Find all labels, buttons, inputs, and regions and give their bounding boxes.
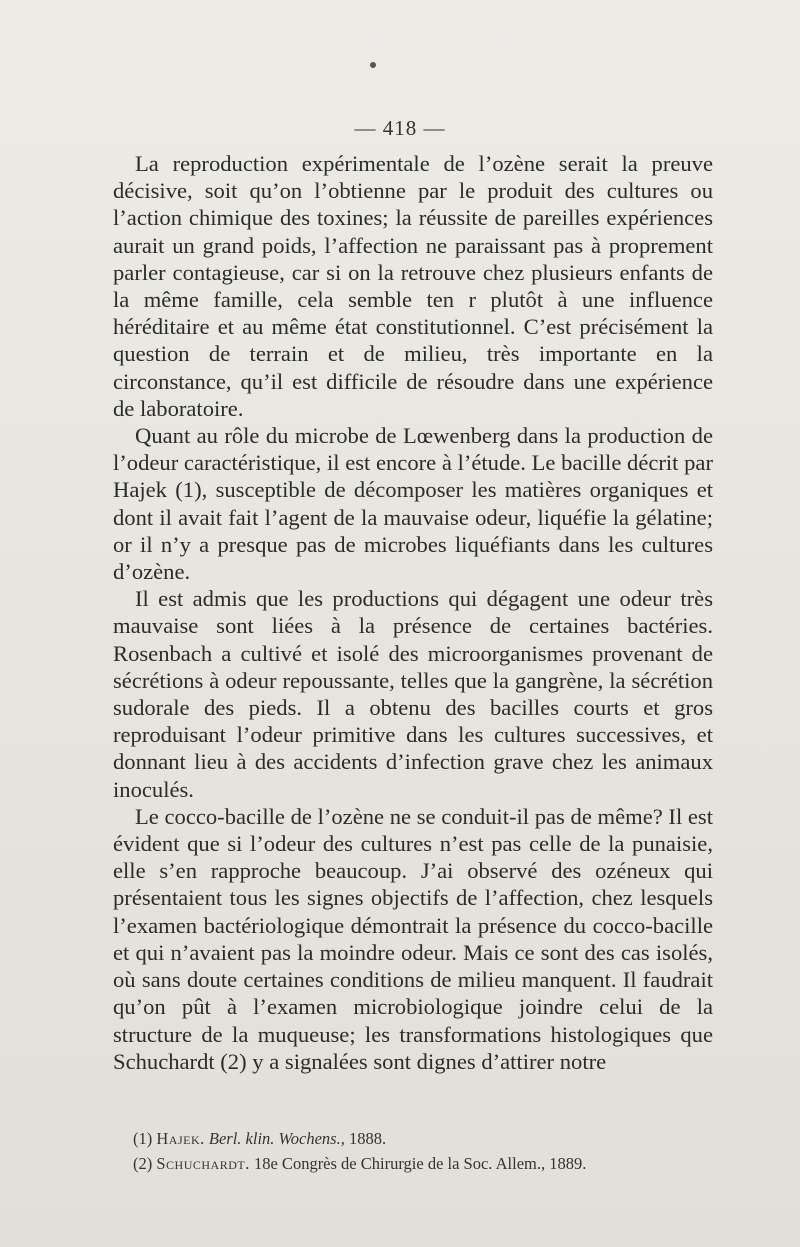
- footnote-rest: 1888.: [348, 1129, 387, 1148]
- footnote-1: [133, 1126, 713, 1151]
- footnote-rest: 18e Congrès de Chirurgie de la Soc. Allem., 1889.: [253, 1154, 587, 1173]
- footnote-marker: (1): [133, 1129, 153, 1148]
- footnote-source: Berl. klin. Wochens.,: [208, 1129, 345, 1148]
- page-number: — 418 —: [354, 116, 446, 140]
- paragraph-4: Le cocco-bacille de l’ozène ne se conduit-il pas de même? Il est évident que si l’odeur des cultures n’est pas celle de la punaisie, elle s’en rapproche beaucoup. J’ai observé des ozéneux qui présentaient tous les signes objectifs de l’affection, chez lesquels l’examen bactériologique démontrait la présence du cocco-bacille et qui n’avaient pas la moindre odeur. Mais ce sont des cas isolés, où sans doute certaines conditions de milieu manquent. Il faudrait qu’on pût à l’examen microbiologique joindre celui de la structure de la muqueuse; les transformations histologiques que Schuchardt (2) y a signalées sont dignes d’attirer notre: [113, 803, 713, 1074]
- paragraph-2: Quant au rôle du microbe de Lœwenberg dans la production de l’odeur caractéristique, il est encore à l’étude. Le bacille décrit par Hajek (1), susceptible de décomposer les matières organiques et dont il avait fait l’agent de la mauvaise odeur, liquéfie la gélatine; or il n’y a presque pas de microbes liquéfiants dans les cultures d’ozène.: [113, 423, 713, 585]
- footnote-marker: (2): [133, 1154, 153, 1173]
- footnote-2: [133, 1151, 713, 1176]
- printer-mark-dot: [370, 62, 376, 68]
- body-text: [113, 150, 713, 1075]
- footnote-author: Schuchardt.: [156, 1154, 250, 1173]
- footnote-author: Hajek.: [156, 1129, 205, 1148]
- paragraph-3: Il est admis que les productions qui dégagent une odeur très mauvaise sont liées à la présence de certaines bactéries. Rosenbach a cultivé et isolé des microorganismes provenant de sécrétions à odeur repoussante, telles que la gangrène, la sécrétion sudorale des pieds. Il a obtenu des bacilles courts et gros reproduisant l’odeur primitive dans les cultures successives, et donnant lieu à des accidents d’infection grave chez les animaux inoculés.: [113, 586, 713, 802]
- paragraph-1: La reproduction expérimentale de l’ozène serait la preuve décisive, soit qu’on l’obtienne par le produit des cultures ou l’action chimique des toxines; la réussite de pareilles expériences aurait un grand poids, l’affection ne paraissant pas à proprement parler contagieuse, car si on la retrouve chez plusieurs enfants de la même famille, cela semble ten r plutôt à une influence héréditaire et au même état constitutionnel. C’est précisément la question de terrain et de milieu, très importante en la circonstance, qu’il est difficile de résoudre dans une expérience de laboratoire.: [113, 151, 713, 421]
- footnotes: [133, 1126, 713, 1176]
